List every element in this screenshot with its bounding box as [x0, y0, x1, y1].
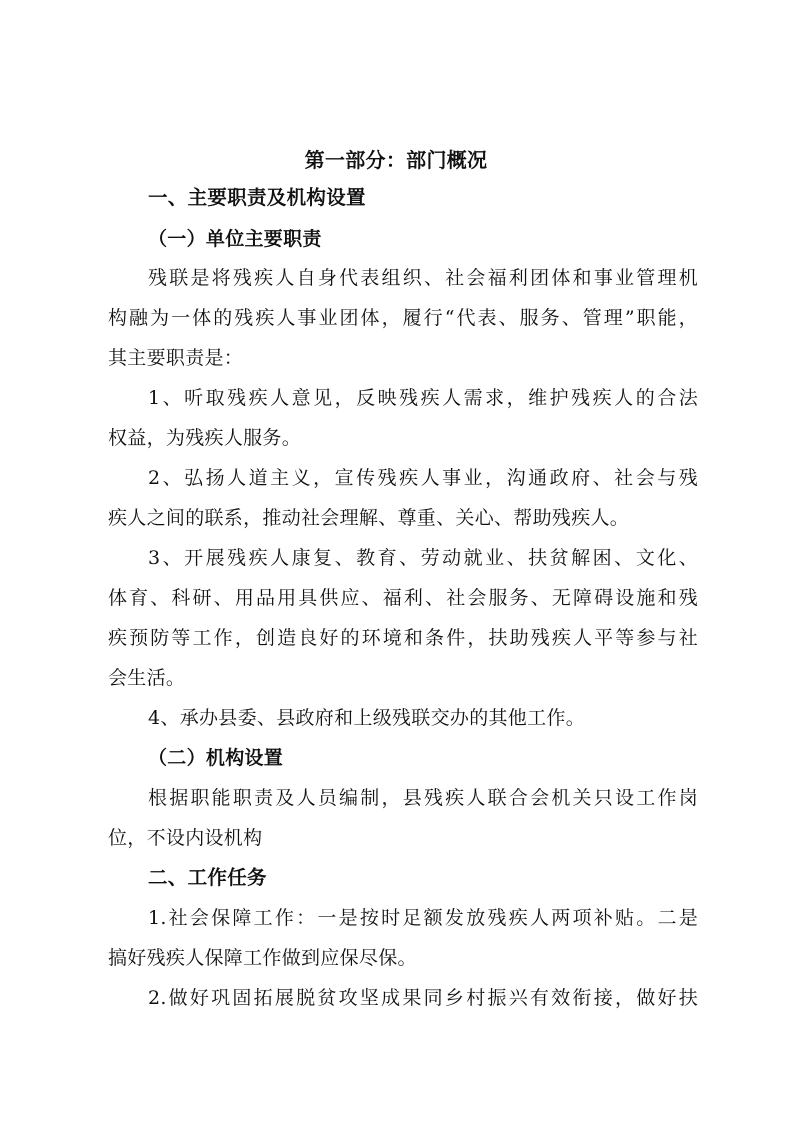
- section-heading-duties-and-structure: 一、主要职责及机构设置: [148, 186, 366, 209]
- page-title: 第一部分：部门概况: [304, 148, 488, 172]
- duty-item-1-line: 1、听取残疾人意见，反映残疾人需求，维护残疾人的合法: [148, 387, 698, 409]
- duty-item-1-line: 权益，为残疾人服务。: [108, 427, 302, 449]
- duty-item-3-line: 疾预防等工作，创造良好的环境和条件，扶助残疾人平等参与社: [108, 627, 698, 649]
- section-heading-work-tasks: 二、工作任务: [148, 866, 267, 889]
- paragraph-line: 根据职能职责及人员编制，县残疾人联合会机关只设工作岗: [148, 787, 698, 809]
- duty-item-2-line: 疾人之间的联系，推动社会理解、尊重、关心、帮助残疾人。: [108, 507, 630, 529]
- subsection-heading-main-duties: （一）单位主要职责: [148, 228, 322, 250]
- duty-item-3-line: 会生活。: [108, 667, 186, 689]
- paragraph-line: 其主要职责是：: [108, 347, 244, 369]
- task-item-1-line: 1.社会保障工作：一是按时足额发放残疾人两项补贴。二是: [148, 907, 698, 929]
- duty-item-2-line: 2、弘扬人道主义，宣传残疾人事业，沟通政府、社会与残: [148, 467, 698, 489]
- task-item-2-line: 2.做好巩固拓展脱贫攻坚成果同乡村振兴有效衔接，做好扶: [148, 987, 698, 1009]
- paragraph-line: 位，不设内设机构: [108, 827, 263, 849]
- duty-item-3-line: 3、开展残疾人康复、教育、劳动就业、扶贫解困、文化、: [148, 547, 698, 569]
- subsection-heading-organization: （二）机构设置: [148, 747, 284, 769]
- paragraph-line: 残联是将残疾人自身代表组织、社会福利团体和事业管理机: [148, 267, 698, 289]
- duty-item-3-line: 体育、科研、用品用具供应、福利、社会服务、无障碍设施和残: [108, 587, 698, 609]
- duty-item-4-line: 4、承办县委、县政府和上级残联交办的其他工作。: [148, 707, 585, 729]
- paragraph-line: 构融为一体的残疾人事业团体，履行“代表、服务、管理”职能，: [108, 307, 698, 329]
- task-item-1-line: 搞好残疾人保障工作做到应保尽保。: [108, 947, 417, 969]
